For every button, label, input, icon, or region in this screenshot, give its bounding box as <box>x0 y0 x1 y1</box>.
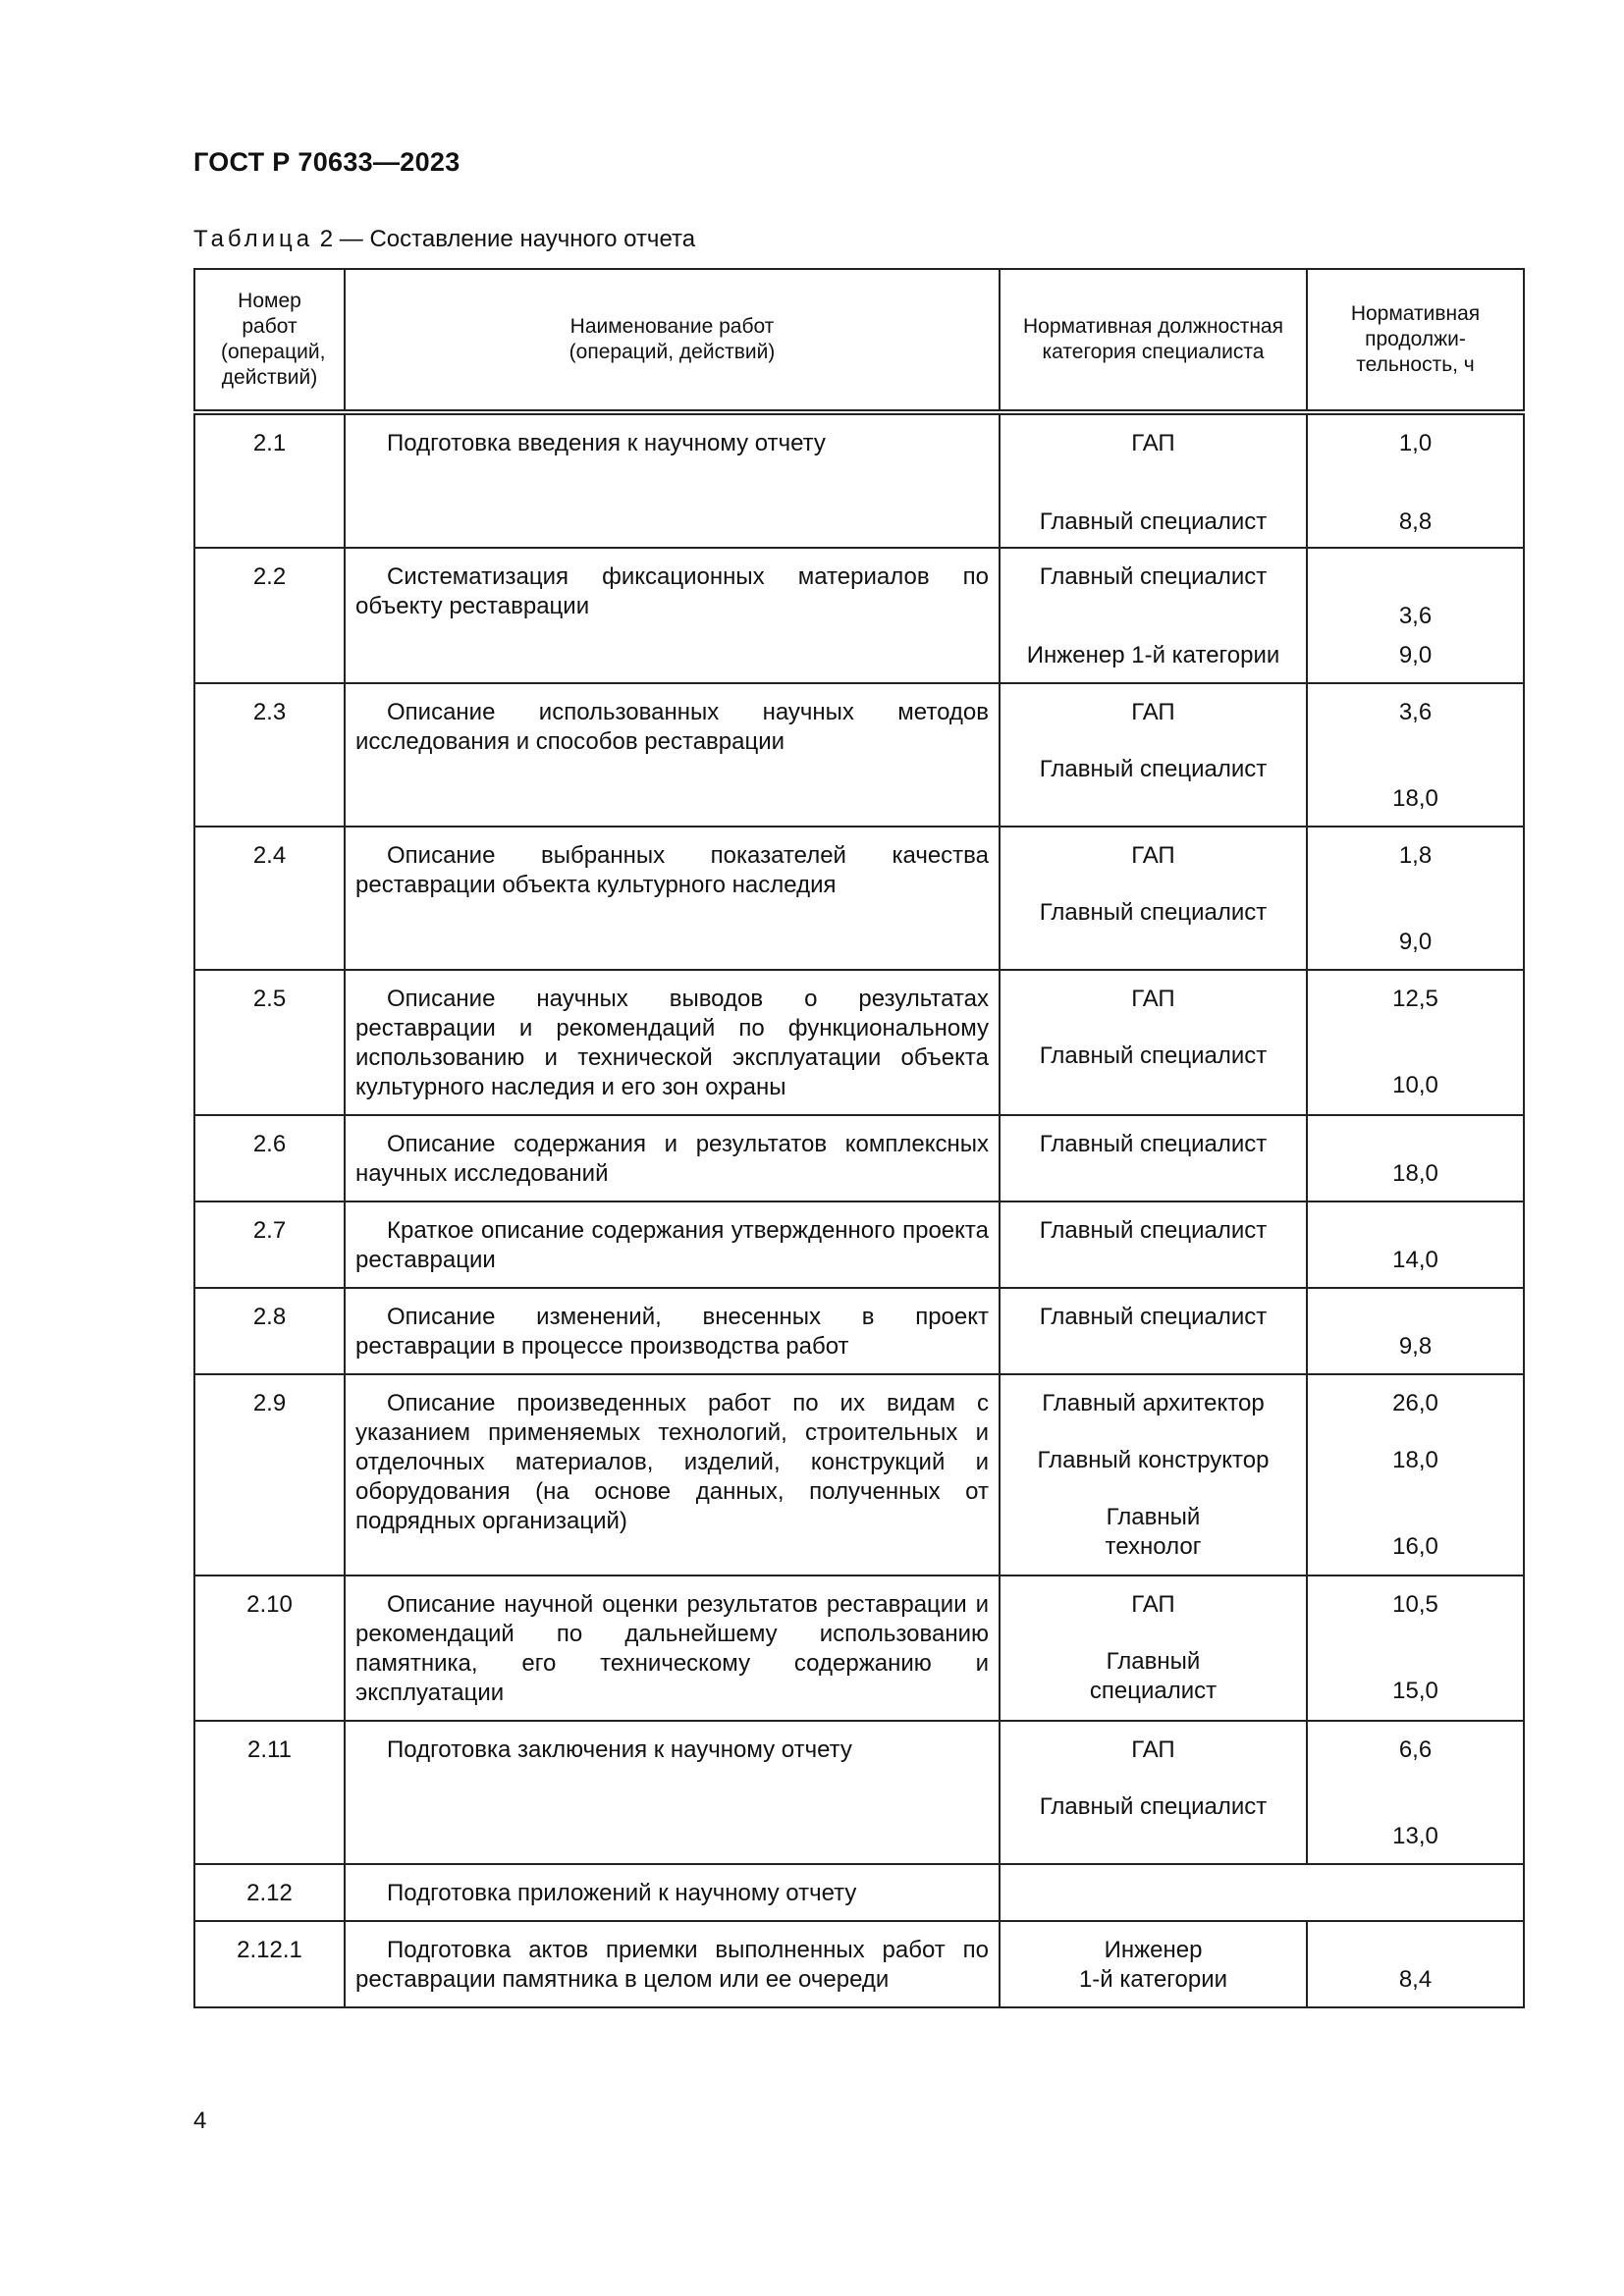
row-name <box>345 683 1000 827</box>
column-header-duration <box>1307 269 1524 412</box>
table-row <box>194 548 1524 683</box>
table-caption-text: 2 — Составление научного отчета <box>319 226 696 252</box>
row-duration <box>1307 1201 1524 1288</box>
duration-value: 9,0 <box>1398 642 1433 668</box>
duration-value: 15,0 <box>1392 1678 1438 1704</box>
row-name <box>345 970 1000 1115</box>
row-number: 2.2 <box>194 548 345 683</box>
duration-value: 13,0 <box>1392 1823 1438 1849</box>
table-header-row <box>194 269 1524 412</box>
table-row <box>194 412 1524 548</box>
row-number: 2.12.1 <box>194 1921 345 2007</box>
category-line: Главный <box>1106 1648 1201 1675</box>
column-header-category <box>1000 269 1307 412</box>
row-duration <box>1307 1288 1524 1374</box>
category-line: Главный специалист <box>1039 1217 1268 1244</box>
duration-value: 9,0 <box>1398 929 1433 955</box>
row-number: 2.8 <box>194 1288 345 1374</box>
duration-value: 18,0 <box>1392 785 1438 812</box>
row-duration <box>1307 827 1524 970</box>
row-name <box>345 1864 1000 1921</box>
table-row <box>194 1201 1524 1288</box>
row-name-text: Описание выбранных показателей качества реставрации объекта культурного наследия <box>355 842 989 898</box>
category-line: ГАП <box>1131 1591 1175 1618</box>
row-category <box>1000 1374 1307 1575</box>
row-duration <box>1307 412 1524 548</box>
category-line: ГАП <box>1131 430 1175 456</box>
column-header-name-label: Наименование работ (операций, действий) <box>568 315 776 363</box>
duration-value: 14,0 <box>1392 1247 1438 1273</box>
row-duration <box>1307 1721 1524 1864</box>
row-name <box>345 1374 1000 1575</box>
column-header-name <box>345 269 1000 412</box>
row-number: 2.3 <box>194 683 345 827</box>
category-line: Главный специалист <box>1039 508 1268 535</box>
duration-value: 6,6 <box>1398 1736 1433 1763</box>
duration-value: 12,5 <box>1392 986 1438 1012</box>
duration-value: 1,8 <box>1398 842 1433 869</box>
row-name-text: Описание использованных научных методов исследования и способов реставрации <box>355 699 989 755</box>
row-number: 2.1 <box>194 412 345 548</box>
duration-value: 26,0 <box>1392 1390 1438 1416</box>
row-category <box>1000 548 1307 683</box>
row-number: 2.4 <box>194 827 345 970</box>
row-name <box>345 1575 1000 1721</box>
row-duration <box>1307 1115 1524 1201</box>
duration-value: 1,0 <box>1398 430 1433 456</box>
row-name <box>345 1201 1000 1288</box>
category-line: специалист <box>1089 1678 1218 1704</box>
row-name <box>345 1921 1000 2007</box>
category-line: Главный специалист <box>1039 1304 1268 1330</box>
category-line: ГАП <box>1131 842 1175 869</box>
duration-value: 10,0 <box>1392 1072 1438 1098</box>
table-row <box>194 1374 1524 1575</box>
row-name <box>345 1115 1000 1201</box>
row-name-text: Подготовка введения к научному отчету <box>387 430 826 456</box>
row-category <box>1000 1115 1307 1201</box>
row-category <box>1000 827 1307 970</box>
row-duration <box>1307 1374 1524 1575</box>
row-name-text: Подготовка приложений к научному отчету <box>387 1880 857 1906</box>
row-number: 2.12 <box>194 1864 345 1921</box>
table-row <box>194 827 1524 970</box>
category-line: Главный специалист <box>1039 1131 1268 1157</box>
category-line: 1-й категории <box>1078 1966 1228 1993</box>
row-category <box>1000 683 1307 827</box>
column-header-number-label: Номер работ (операций, действий) <box>221 290 326 389</box>
table-caption <box>193 226 695 253</box>
row-name-text: Описание научных выводов о результатах реставрации и рекомендаций по функциональному использованию и технической эксплуатации объекта культурного наследия и его зон охраны <box>355 986 989 1100</box>
page-number: 4 <box>193 2108 207 2134</box>
row-name-text: Описание содержания и результатов комплексных научных исследований <box>355 1131 989 1187</box>
duration-value: 3,6 <box>1398 699 1433 725</box>
row-category <box>1000 1721 1307 1864</box>
row-category <box>1000 1921 1307 2007</box>
column-header-category-label: Нормативная должностная категория специалиста <box>1023 315 1283 363</box>
row-duration <box>1307 548 1524 683</box>
category-line: Главный специалист <box>1039 899 1268 926</box>
duration-value: 8,4 <box>1398 1966 1433 1993</box>
row-number: 2.11 <box>194 1721 345 1864</box>
row-category <box>1000 1575 1307 1721</box>
row-duration <box>1307 970 1524 1115</box>
category-line: технолог <box>1105 1533 1202 1560</box>
duration-value: 18,0 <box>1392 1160 1438 1187</box>
document-header: ГОСТ Р 70633—2023 <box>193 147 460 177</box>
row-duration <box>1307 1921 1524 2007</box>
duration-value: 9,8 <box>1398 1333 1433 1360</box>
duration-value: 8,8 <box>1398 508 1433 535</box>
row-number: 2.6 <box>194 1115 345 1201</box>
category-line: Главный <box>1106 1504 1201 1530</box>
row-name <box>345 1721 1000 1864</box>
category-line: Главный специалист <box>1039 563 1268 590</box>
row-number: 2.10 <box>194 1575 345 1721</box>
table-row <box>194 970 1524 1115</box>
category-line: ГАП <box>1131 1736 1175 1763</box>
duration-value: 18,0 <box>1392 1447 1438 1473</box>
row-duration <box>1307 683 1524 827</box>
row-name <box>345 1288 1000 1374</box>
category-line: ГАП <box>1131 699 1175 725</box>
table-row <box>194 1721 1524 1864</box>
row-name-text: Описание научной оценки результатов реставрации и рекомендаций по дальнейшему использованию памятника, его техническому содержанию и эксплуатации <box>355 1591 989 1706</box>
table-row <box>194 1288 1524 1374</box>
table-caption-label: Таблица <box>193 226 314 252</box>
row-name <box>345 548 1000 683</box>
row-category-empty <box>1000 1864 1524 1921</box>
category-line: Главный архитектор <box>1042 1390 1265 1416</box>
table-row <box>194 1115 1524 1201</box>
table-row <box>194 683 1524 827</box>
category-line: Главный конструктор <box>1037 1447 1270 1473</box>
row-name-text: Подготовка заключения к научному отчету <box>387 1736 852 1763</box>
row-category <box>1000 1201 1307 1288</box>
row-name-text: Краткое описание содержания утвержденного проекта реставрации <box>355 1217 989 1273</box>
row-number: 2.7 <box>194 1201 345 1288</box>
row-name-text: Описание изменений, внесенных в проект реставрации в процессе производства работ <box>355 1304 989 1360</box>
row-number: 2.5 <box>194 970 345 1115</box>
row-category <box>1000 412 1307 548</box>
row-name-text: Подготовка актов приемки выполненных работ по реставрации памятника в целом или ее очереди <box>355 1937 989 1993</box>
row-name-text: Описание произведенных работ по их видам с указанием применяемых технологий, строительных и отделочных материалов, изделий, конструкций и оборудования (на основе данных, полученных от подрядных организаций) <box>355 1390 989 1534</box>
category-line: ГАП <box>1131 986 1175 1012</box>
row-duration <box>1307 1575 1524 1721</box>
category-line: Главный специалист <box>1039 1042 1268 1069</box>
row-name <box>345 412 1000 548</box>
works-table <box>193 268 1525 2008</box>
table-row <box>194 1921 1524 2007</box>
table-row <box>194 1864 1524 1921</box>
table-row <box>194 1575 1524 1721</box>
category-line: Главный специалист <box>1039 756 1268 782</box>
row-number: 2.9 <box>194 1374 345 1575</box>
column-header-duration-label: Нормативная продолжи-тельность, ч <box>1350 302 1481 376</box>
row-category <box>1000 1288 1307 1374</box>
duration-value: 3,6 <box>1398 603 1433 629</box>
row-name-text: Систематизация фиксационных материалов по объекту реставрации <box>355 563 989 619</box>
column-header-number <box>194 269 345 412</box>
row-name <box>345 827 1000 970</box>
duration-value: 10,5 <box>1392 1591 1438 1618</box>
category-line: Инженер 1-й категории <box>1026 642 1280 668</box>
category-line: Инженер <box>1104 1937 1203 1963</box>
category-line: Главный специалист <box>1039 1793 1268 1820</box>
duration-value: 16,0 <box>1392 1533 1438 1560</box>
row-category <box>1000 970 1307 1115</box>
